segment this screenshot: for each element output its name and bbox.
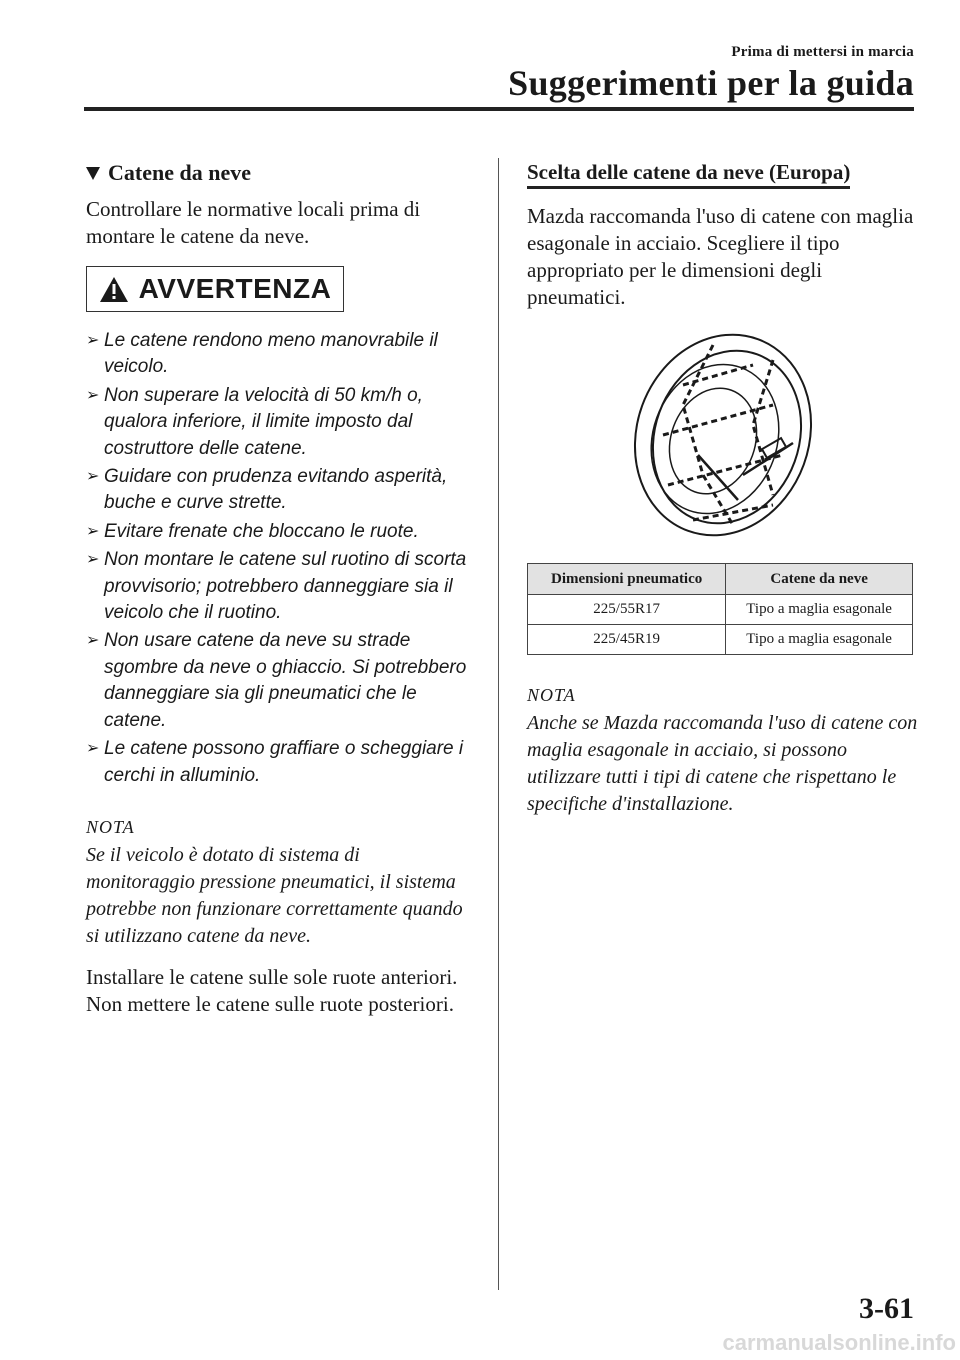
header-tire-size: Dimensioni pneumatico	[528, 564, 726, 595]
table-cell: Tipo a maglia esagonale	[726, 625, 913, 655]
header-divider	[84, 107, 914, 111]
triangle-down-icon	[86, 167, 100, 180]
table-header-row	[528, 564, 913, 595]
arrow-right-icon: ➢	[86, 551, 100, 569]
arrow-right-icon: ➢	[86, 468, 100, 486]
warning-list	[86, 328, 470, 789]
list-item: ➢ Le catene rendono meno manovrabile il veicolo.	[86, 330, 438, 378]
table-cell: Tipo a maglia esagonale	[726, 595, 913, 625]
chain-spec-table	[527, 563, 913, 655]
table-row	[528, 625, 913, 655]
install-front-text: Installare le catene sulle sole ruote anteriori.	[86, 964, 458, 989]
arrow-right-icon: ➢	[86, 740, 100, 758]
warning-icon	[99, 276, 129, 303]
snow-chain-illustration	[527, 325, 919, 545]
snow-chains-heading	[86, 160, 470, 186]
right-column	[527, 160, 919, 818]
intro-text: Controllare le normative locali prima di montare le catene da neve.	[86, 197, 421, 248]
arrow-right-icon: ➢	[86, 632, 100, 650]
list-item: ➢ Evitare frenate che bloccano le ruote.	[86, 519, 470, 545]
snow-chains-title: Catene da neve	[108, 160, 251, 185]
arrow-right-icon: ➢	[86, 522, 100, 540]
list-item: ➢ Guidare con prudenza evitando asperità, buche e curve strette.	[86, 466, 448, 514]
list-item: ➢ Non usare catene da neve su strade sgombre da neve o ghiaccio. Si potrebbero danneggiare sia gli pneumatici che le catene.	[86, 630, 467, 731]
header-snow-chains: Catene da neve	[726, 564, 913, 595]
column-divider	[498, 158, 499, 1290]
note-title-right: NOTA	[527, 685, 576, 705]
warning-box	[86, 266, 344, 312]
arrow-right-icon: ➢	[86, 386, 100, 404]
note-title: NOTA	[86, 816, 135, 837]
table-row	[528, 595, 913, 625]
left-column	[86, 160, 470, 1018]
table-cell: 225/55R17	[528, 595, 726, 625]
chain-choice-text: Mazda raccomanda l'uso di catene con maglia esagonale in acciaio. Scegliere il tipo appropriato per le dimensioni degli pneumatici.	[527, 204, 914, 309]
page-number: 3-61	[859, 1292, 914, 1325]
list-item: ➢ Non superare la velocità di 50 km/h o, qualora inferiore, il limite imposto dal costruttore delle catene.	[86, 384, 423, 459]
arrow-right-icon: ➢	[86, 332, 100, 349]
chapter-title: Prima di mettersi in marcia	[731, 44, 914, 60]
list-item: ➢ Non montare le catene sul ruotino di scorta provvisorio; potrebbero danneggiare sia il veicolo che il ruotino.	[86, 549, 467, 624]
table-cell: 225/45R19	[528, 625, 726, 655]
install-rear-text: Non mettere le catene sulle ruote posteriori.	[86, 991, 454, 1016]
section-title: Suggerimenti per la guida	[508, 63, 914, 103]
chain-choice-title: Scelta delle catene da neve (Europa)	[527, 160, 850, 189]
note-text: Se il veicolo è dotato di sistema di monitoraggio pressione pneumatici, il sistema potrebbe non funzionare correttamente quando si utilizzano catene da neve.	[86, 843, 463, 947]
note-text-right: Anche se Mazda raccomanda l'uso di catene con maglia esagonale in acciaio, si possono utilizzare tutti i tipi di catene che rispettano le specifiche d'installazione.	[527, 712, 918, 815]
snow-chain-image	[623, 325, 823, 545]
watermark: carmanualsonline.info	[722, 1330, 956, 1355]
list-item: ➢ Le catene possono graffiare o scheggiare i cerchi in alluminio.	[86, 738, 464, 786]
warning-label: AVVERTENZA	[138, 273, 332, 304]
